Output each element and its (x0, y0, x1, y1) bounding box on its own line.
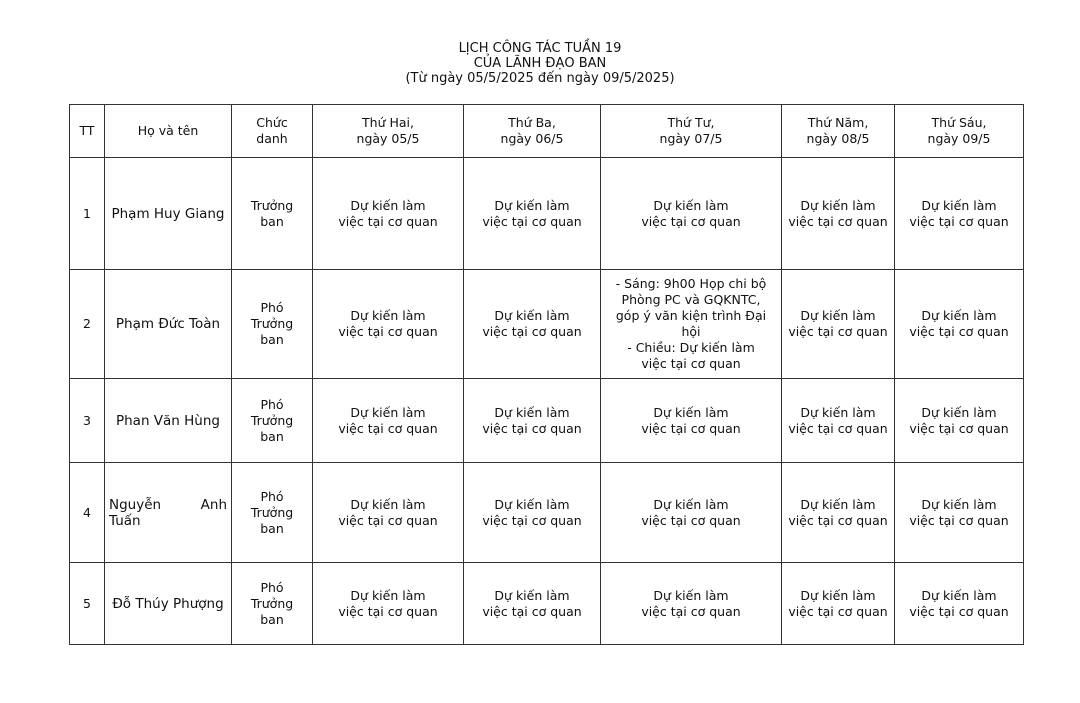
plan-line: việc tại cơ quan (788, 603, 888, 619)
table-row (70, 563, 1024, 645)
schedule-cell-friday (895, 379, 1024, 463)
schedule-cell-thursday (782, 270, 895, 379)
plan-line: việc tại cơ quan (909, 420, 1009, 436)
title-line: ban (260, 520, 284, 536)
schedule-cell-wednesday (601, 158, 782, 270)
plan-line: Dự kiến làm (350, 587, 426, 603)
plan-line: việc tại cơ quan (641, 603, 741, 619)
schedule-cell-tuesday (464, 158, 601, 270)
plan-line: Dự kiến làm (350, 197, 426, 213)
title-line: Trưởng (250, 504, 294, 520)
plan-line: - Sáng: 9h00 Họp chi bộ (615, 276, 767, 291)
col-header-wednesday (601, 105, 782, 158)
plan-line: Dự kiến làm (494, 308, 570, 323)
table-row (70, 463, 1024, 563)
title-line: Phó (260, 396, 284, 412)
day-date: ngày 07/5 (659, 131, 723, 146)
plan-line: Dự kiến làm (494, 587, 570, 603)
plan-line: việc tại cơ quan (788, 213, 888, 229)
plan-line: Phòng PC và GQKNTC, (621, 292, 761, 307)
col-header-thursday (782, 105, 895, 158)
person-title (232, 379, 313, 463)
plan-line: Dự kiến làm (350, 308, 426, 323)
title-line: Trưởng (250, 316, 294, 331)
day-date: ngày 09/5 (927, 131, 991, 146)
schedule-cell-tuesday (464, 463, 601, 563)
plan-line: Dự kiến làm (800, 197, 876, 213)
schedule-cell-friday (895, 158, 1024, 270)
title-line: Phó (260, 300, 284, 315)
plan-line: Dự kiến làm (494, 197, 570, 213)
plan-line: việc tại cơ quan (909, 324, 1009, 339)
plan-line: hội (681, 324, 701, 339)
person-name: Đỗ Thúy Phượng (105, 563, 232, 645)
col-header-name: Họ và tên (105, 105, 232, 158)
day-label: Thứ Sáu, (931, 115, 987, 130)
title-line: ban (260, 213, 284, 229)
schedule-cell-monday (313, 158, 464, 270)
plan-line: việc tại cơ quan (482, 603, 582, 619)
person-title (232, 270, 313, 379)
plan-line: Dự kiến làm (921, 587, 997, 603)
col-header-title (232, 105, 313, 158)
plan-line: việc tại cơ quan (482, 512, 582, 528)
plan-line: việc tại cơ quan (641, 512, 741, 528)
schedule-cell-monday (313, 563, 464, 645)
plan-line: việc tại cơ quan (338, 324, 438, 339)
schedule-cell-friday (895, 563, 1024, 645)
plan-line: việc tại cơ quan (909, 213, 1009, 229)
table-row (70, 379, 1024, 463)
plan-line: Dự kiến làm (800, 308, 876, 323)
plan-line: việc tại cơ quan (338, 213, 438, 229)
plan-line: việc tại cơ quan (482, 324, 582, 339)
col-header-title-l1: Chức (256, 115, 288, 130)
schedule-cell-monday (313, 463, 464, 563)
header-row (70, 105, 1024, 158)
plan-line: Dự kiến làm (800, 496, 876, 512)
title-line: ban (260, 611, 284, 627)
title-line: Trưởng (250, 595, 294, 611)
day-date: ngày 08/5 (806, 131, 870, 146)
plan-line: Dự kiến làm (800, 587, 876, 603)
title-line: ban (260, 428, 284, 444)
plan-line: việc tại cơ quan (788, 324, 888, 339)
plan-line: việc tại cơ quan (338, 512, 438, 528)
schedule-cell-friday (895, 463, 1024, 563)
schedule-cell-monday (313, 379, 464, 463)
plan-line: Dự kiến làm (494, 404, 570, 420)
plan-line: Dự kiến làm (653, 496, 729, 512)
plan-line: việc tại cơ quan (338, 420, 438, 436)
schedule-table (69, 104, 1024, 645)
plan-line: góp ý văn kiện trình Đại (615, 308, 767, 323)
heading-line-1: LỊCH CÔNG TÁC TUẦN 19 (458, 41, 622, 56)
plan-line: Dự kiến làm (921, 197, 997, 213)
schedule-cell-wednesday (601, 563, 782, 645)
person-title (232, 463, 313, 563)
person-name: Phạm Huy Giang (105, 158, 232, 270)
plan-line: việc tại cơ quan (641, 213, 741, 229)
plan-line: Dự kiến làm (921, 496, 997, 512)
plan-line: việc tại cơ quan (909, 512, 1009, 528)
title-line: Phó (260, 579, 284, 595)
schedule-cell-thursday (782, 379, 895, 463)
plan-line: Dự kiến làm (921, 404, 997, 420)
col-header-friday (895, 105, 1024, 158)
plan-line: Dự kiến làm (653, 587, 729, 603)
row-number: 5 (70, 563, 105, 645)
day-date: ngày 05/5 (356, 131, 420, 146)
document-heading (0, 41, 1080, 86)
plan-line: Dự kiến làm (921, 308, 997, 323)
col-header-tt: TT (70, 105, 105, 158)
col-header-tuesday (464, 105, 601, 158)
day-date: ngày 06/5 (500, 131, 564, 146)
title-line: ban (260, 332, 284, 347)
person-name (105, 463, 232, 563)
person-name-line-2: Tuấn (109, 512, 141, 529)
heading-line-3: (Từ ngày 05/5/2025 đến ngày 09/5/2025) (405, 71, 675, 86)
row-number: 1 (70, 158, 105, 270)
plan-line: Dự kiến làm (800, 404, 876, 420)
table-row (70, 158, 1024, 270)
plan-line: Dự kiến làm (350, 404, 426, 420)
schedule-cell-thursday (782, 158, 895, 270)
schedule-cell-wednesday (601, 270, 782, 379)
plan-line: việc tại cơ quan (641, 420, 741, 436)
table-row (70, 270, 1024, 379)
schedule-cell-wednesday (601, 463, 782, 563)
row-number: 3 (70, 379, 105, 463)
schedule-cell-wednesday (601, 379, 782, 463)
title-line: Phó (260, 488, 284, 504)
schedule-cell-tuesday (464, 563, 601, 645)
heading-line-2: CỦA LÃNH ĐẠO BAN (473, 56, 607, 71)
plan-line: việc tại cơ quan (641, 356, 741, 371)
plan-line: việc tại cơ quan (909, 603, 1009, 619)
plan-line: việc tại cơ quan (788, 420, 888, 436)
row-number: 4 (70, 463, 105, 563)
person-name: Phạm Đức Toàn (105, 270, 232, 379)
schedule-cell-thursday (782, 463, 895, 563)
col-header-title-l2: danh (256, 131, 288, 146)
plan-line: Dự kiến làm (494, 496, 570, 512)
schedule-cell-thursday (782, 563, 895, 645)
plan-line: Dự kiến làm (350, 496, 426, 512)
person-name: Phan Văn Hùng (105, 379, 232, 463)
plan-line: việc tại cơ quan (338, 603, 438, 619)
plan-line: việc tại cơ quan (482, 420, 582, 436)
day-label: Thứ Năm, (807, 115, 869, 130)
col-header-monday (313, 105, 464, 158)
plan-line: Dự kiến làm (653, 404, 729, 420)
schedule-cell-tuesday (464, 270, 601, 379)
plan-line: việc tại cơ quan (482, 213, 582, 229)
day-label: Thứ Tư, (667, 115, 715, 130)
schedule-cell-tuesday (464, 379, 601, 463)
person-title (232, 158, 313, 270)
person-name-line-1: Nguyễn Anh (109, 496, 227, 513)
schedule-cell-monday (313, 270, 464, 379)
day-label: Thứ Hai, (362, 115, 414, 130)
person-title (232, 563, 313, 645)
schedule-cell-friday (895, 270, 1024, 379)
plan-line: - Chiều: Dự kiến làm (627, 340, 755, 355)
plan-line: việc tại cơ quan (788, 512, 888, 528)
title-line: Trưởng (250, 412, 294, 428)
title-line: Trưởng (250, 197, 294, 213)
row-number: 2 (70, 270, 105, 379)
plan-line: Dự kiến làm (653, 197, 729, 213)
day-label: Thứ Ba, (508, 115, 556, 130)
